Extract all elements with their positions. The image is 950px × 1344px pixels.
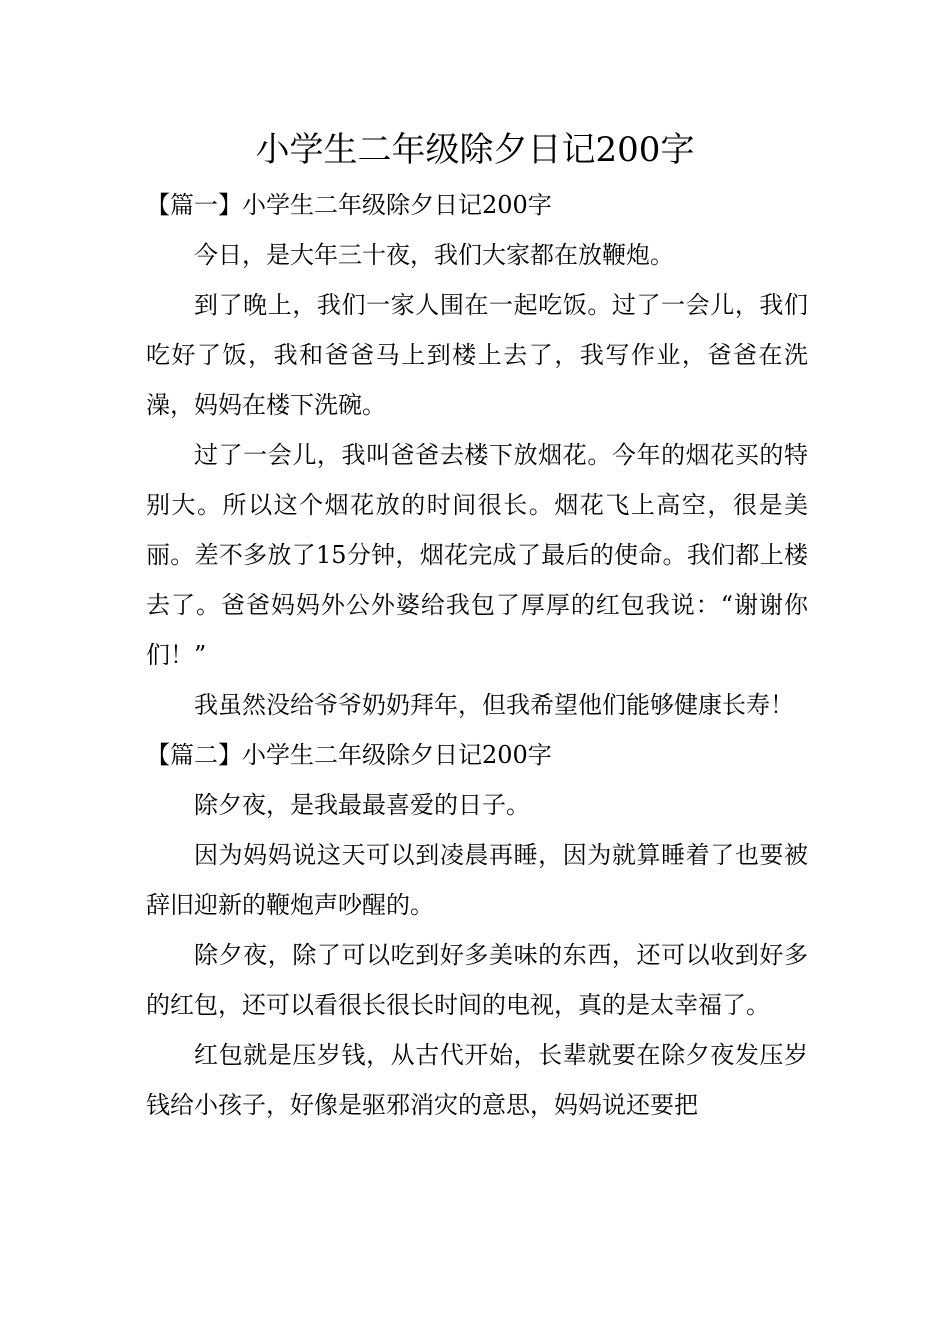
paragraph: 今日，是大年三十夜，我们大家都在放鞭炮。	[194, 241, 674, 269]
document-title: 小学生二年级除夕日记200字	[255, 130, 695, 170]
section-heading-1: 【篇一】小学生二年级除夕日记200字	[146, 191, 552, 219]
section-heading-2: 【篇二】小学生二年级除夕日记200字	[146, 741, 552, 769]
paragraph: 除夕夜，除了可以吃到好多美味的东西，还可以收到好多的红包，还可以看很长很长时间的电视，真的是太幸福了。	[146, 941, 808, 1019]
paragraph: 到了晚上，我们一家人围在一起吃饭。过了一会儿，我们吃好了饭，我和爸爸马上到楼上去了，我写作业，爸爸在洗澡，妈妈在楼下洗碗。	[146, 291, 808, 419]
paragraph: 因为妈妈说这天可以到凌晨再睡，因为就算睡着了也要被辞旧迎新的鞭炮声吵醒的。	[146, 841, 808, 919]
document-body	[146, 180, 808, 1130]
paragraph: 红包就是压岁钱，从古代开始，长辈就要在除夕夜发压岁钱给小孩子，好像是驱邪消灾的意思，妈妈说还要把	[146, 1041, 808, 1119]
paragraph: 过了一会儿，我叫爸爸去楼下放烟花。今年的烟花买的特别大。所以这个烟花放的时间很长。烟花飞上高空，很是美丽。差不多放了15分钟，烟花完成了最后的使命。我们都上楼去了。爸爸妈妈外公外婆给我包了厚厚的红包我说：“谢谢你们！”	[146, 441, 808, 669]
paragraph: 我虽然没给爷爷奶奶拜年，但我希望他们能够健康长寿！	[194, 691, 794, 719]
paragraph: 除夕夜，是我最最喜爱的日子。	[194, 791, 530, 819]
